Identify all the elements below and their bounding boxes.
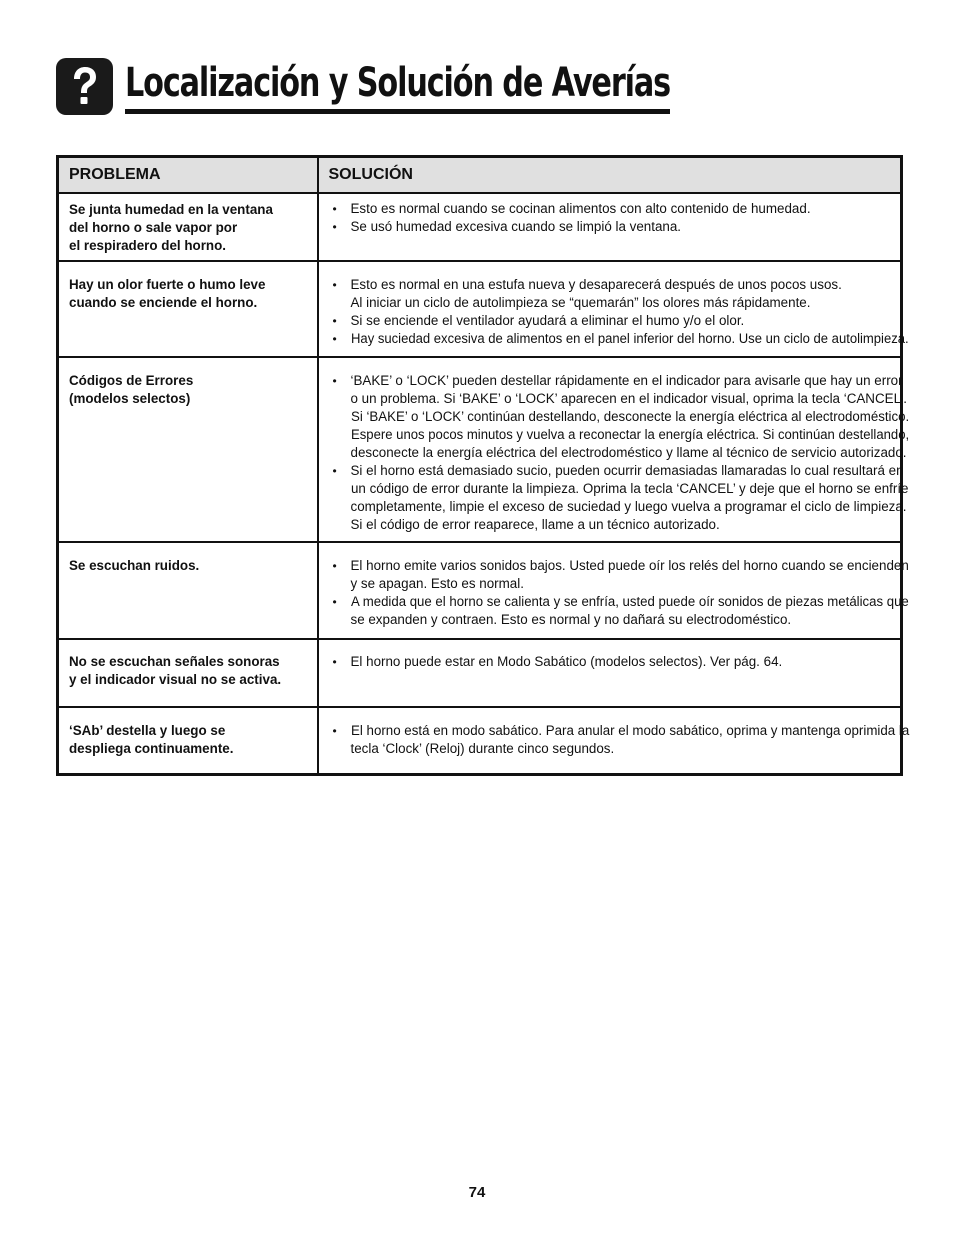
solution-line: o un problema. Si ‘BAKE’ o ‘LOCK’ aparecen en el indicador visual, oprima la tecla ‘CANCEL’. (350, 391, 907, 406)
solution-list (331, 557, 909, 629)
solution-list (331, 372, 909, 534)
solution-item (331, 330, 909, 348)
solution-list (331, 722, 909, 758)
solution-line: y se apagan. Esto es normal. (350, 576, 524, 591)
table-row (58, 542, 902, 639)
solution-line: Al iniciar un ciclo de autolimpieza se “quemarán” los olores más rápidamente. (350, 295, 811, 310)
solution-cell (318, 357, 909, 542)
page-title: Localización y Solución de Averías (125, 60, 671, 106)
solution-line: Si el código de error reaparece, llame a un técnico autorizado. (350, 517, 720, 532)
solution-line: tecla ‘Clock’ (Reloj) durante cinco segundos. (350, 741, 615, 756)
solution-list (331, 276, 909, 348)
problem-cell (58, 261, 318, 357)
solution-cell (318, 261, 909, 357)
solution-line: desconecte la energía eléctrica del electrodoméstico y llame al técnico de servicio autorizado. (350, 445, 907, 460)
problem-cell (58, 193, 318, 261)
solution-item (331, 372, 909, 462)
solution-line: • Hay suciedad excesiva de alimentos en el panel inferior del horno. Use un ciclo de autolimpieza. (350, 331, 909, 346)
page-number: 74 (468, 1184, 486, 1201)
problem-text: Se junta humedad en la ventana del horno o sale vapor por el respiradero del horno. (69, 202, 273, 253)
solution-line: • Si el horno está demasiado sucio, pueden ocurrir demasiadas llamaradas lo cual resultará en (350, 463, 904, 478)
solution-line: • A medida que el horno se calienta y se enfría, usted puede oír sonidos de piezas metálicas que (350, 594, 909, 609)
column-header-solution: SOLUCIÓN (318, 157, 902, 194)
solution-cell (318, 707, 909, 774)
solution-line: un código de error durante la limpieza. Oprima la tecla ‘CANCEL’ y deje que el horno se enfríe (350, 481, 908, 496)
problem-text: Códigos de Errores (modelos selectos) (69, 373, 194, 406)
solution-list (331, 200, 893, 236)
page-header (56, 56, 676, 118)
solution-line: • Se usó humedad excesiva cuando se limpió la ventana. (350, 219, 682, 234)
solution-item (331, 276, 893, 312)
question-icon (56, 58, 113, 115)
problem-cell (58, 542, 318, 639)
table-row (58, 707, 902, 774)
solution-line: Espere unos pocos minutos y vuelva a reconectar la energía eléctrica. Si continúan destellando, (350, 427, 909, 442)
table-row (58, 193, 902, 261)
solution-line: completamente, limpie el exceso de suciedad y luego vuelva a programar el ciclo de limpieza. (350, 499, 907, 514)
solution-list (331, 653, 893, 671)
solution-line: • ‘BAKE’ o ‘LOCK’ pueden destellar rápidamente en el indicador para avisarle que hay un error (350, 373, 903, 388)
problem-text: Se escuchan ruidos. (69, 558, 200, 573)
solution-item (331, 218, 893, 236)
solution-line: Si ‘BAKE’ o ‘LOCK’ continúan destellando, desconecte la energía eléctrica al electrodoméstico. (350, 409, 909, 424)
problem-text: Hay un olor fuerte o humo leve cuando se enciende el horno. (69, 277, 266, 310)
solution-item (331, 653, 893, 671)
solution-item (331, 312, 893, 330)
solution-item (331, 557, 909, 593)
solution-cell (318, 193, 902, 261)
problem-cell (58, 639, 318, 707)
table-row (58, 357, 902, 542)
problem-text: ‘SAb’ destella y luego se despliega continuamente. (69, 723, 234, 756)
solution-line: • Esto es normal cuando se cocinan alimentos con alto contenido de humedad. (350, 201, 811, 216)
troubleshooting-table (56, 155, 909, 776)
solution-line: • El horno está en modo sabático. Para anular el modo sabático, oprima y mantenga oprimida la (350, 723, 909, 738)
problem-cell (58, 357, 318, 542)
solution-line: se expanden y contraen. Esto es normal y no dañará su electrodoméstico. (350, 612, 792, 627)
solution-line: • Si se enciende el ventilador ayudará a eliminar el humo y/o el olor. (350, 313, 745, 328)
solution-line: • El horno emite varios sonidos bajos. Usted puede oír los relés del horno cuando se encienden (350, 558, 909, 573)
solution-item (331, 200, 893, 218)
problem-text: No se escuchan señales sonoras y el indicador visual no se activa. (69, 654, 282, 687)
table-row (58, 261, 902, 357)
solution-item (331, 462, 908, 534)
table-row (58, 639, 902, 707)
solution-cell (318, 639, 902, 707)
problem-cell (58, 707, 318, 774)
solution-line: • El horno puede estar en Modo Sabático (modelos selectos). Ver pág. 64. (350, 654, 783, 669)
solution-item (331, 722, 909, 758)
title-underline (125, 109, 670, 114)
column-header-problem: PROBLEMA (58, 157, 318, 194)
solution-item (331, 593, 909, 629)
solution-line: • Esto es normal en una estufa nueva y desaparecerá después de unos pocos usos. (350, 277, 842, 292)
table-header-row (58, 157, 902, 194)
solution-cell (318, 542, 909, 639)
